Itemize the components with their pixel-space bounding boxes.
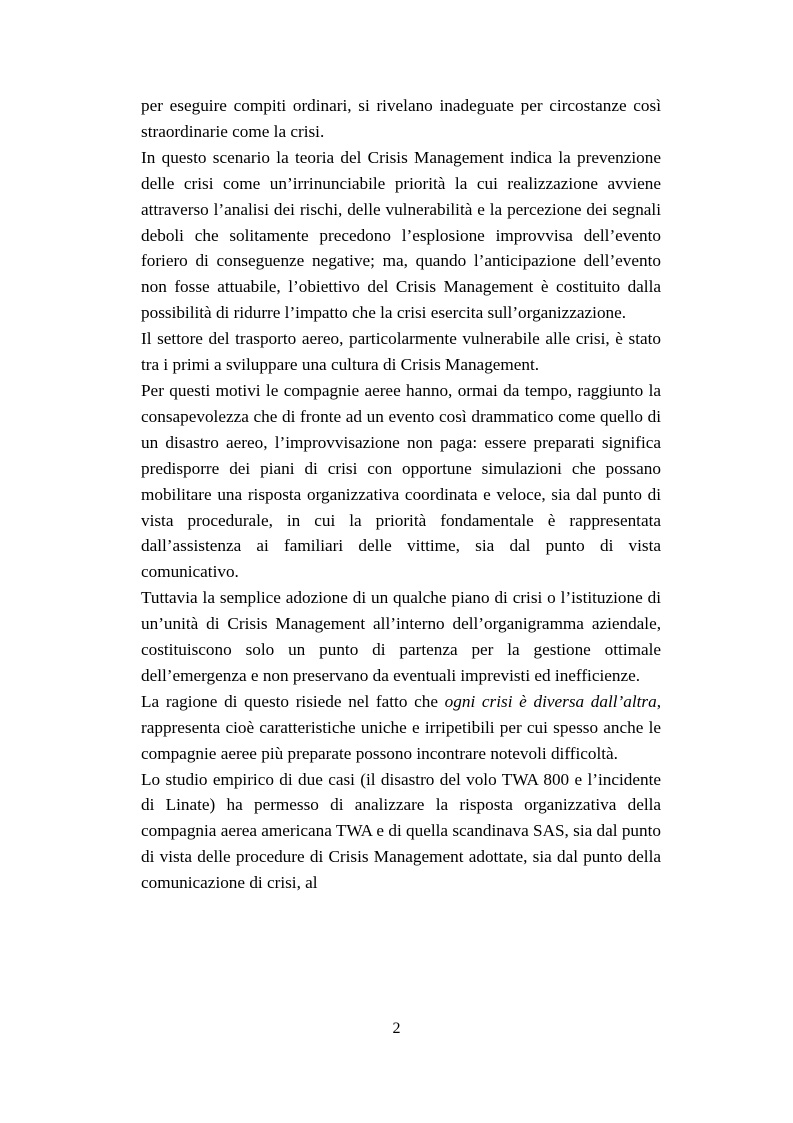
paragraph	[141, 326, 661, 378]
page-number: 2	[392, 1020, 401, 1037]
body-text	[141, 93, 661, 896]
text-run: Lo studio empirico di due casi (il disastro del volo TWA 800 e l’incidente di Linate) ha permesso di analizzare la risposta organizzativa della compagnia aerea americana TWA e di quella scandinava SAS, sia dal punto di vista delle procedure di Crisis Management adottate, sia dal punto della comunicazione di crisi, al	[141, 769, 661, 893]
paragraph	[141, 93, 661, 145]
text-run: per eseguire compiti ordinari, si rivelano inadeguate per circostanze così straordinarie come la crisi.	[141, 96, 661, 141]
text-run: La ragione di questo risiede nel fatto che	[141, 691, 445, 711]
italic-text: ogni crisi è diversa dall’altra	[444, 691, 657, 711]
paragraph	[141, 145, 661, 326]
paragraph	[141, 378, 661, 585]
text-run: , rappresenta cioè caratteristiche uniche e irripetibili per cui spesso anche le compagnie aeree più preparate possono incontrare notevoli difficoltà.	[141, 691, 661, 763]
text-run: Per questi motivi le compagnie aeree hanno, ormai da tempo, raggiunto la consapevolezza che di fronte ad un evento così drammatico come quello di un disastro aereo, l’improvvisazione non paga: essere preparati significa predisporre dei piani di crisi con opportune simulazioni che possano mobilitare una risposta organizzativa coordinata e veloce, sia dal punto di vista procedurale, in cui la priorità fondamentale è rappresentata dall’assistenza ai familiari delle vittime, sia dal punto di vista comunicativo.	[141, 380, 661, 582]
text-run: Tuttavia la semplice adozione di un qualche piano di crisi o l’istituzione di un’unità di Crisis Management all’interno dell’organigramma aziendale, costituiscono solo un punto di partenza per la gestione ottimale dell’emergenza e non preservano da eventuali imprevisti ed inefficienze.	[141, 588, 661, 685]
paragraph	[141, 767, 661, 897]
text-run: In questo scenario la teoria del Crisis Management indica la prevenzione delle crisi come un’irrinunciabile priorità la cui realizzazione avviene attraverso l’analisi dei rischi, delle vulnerabilità e la percezione dei segnali deboli che solitamente precedono l’esplosione improvvisa dell’evento foriero di conseguenze negative; ma, quando l’anticipazione dell’evento non fosse attuabile, l’obiettivo del Crisis Management è costituito dalla possibilità di ridurre l’impatto che la crisi esercita sull’organizzazione.	[141, 147, 661, 323]
text-run: Il settore del trasporto aereo, particolarmente vulnerabile alle crisi, è stato tra i primi a sviluppare una cultura di Crisis Management.	[141, 329, 661, 375]
paragraph	[141, 689, 661, 767]
paragraph	[141, 585, 661, 689]
